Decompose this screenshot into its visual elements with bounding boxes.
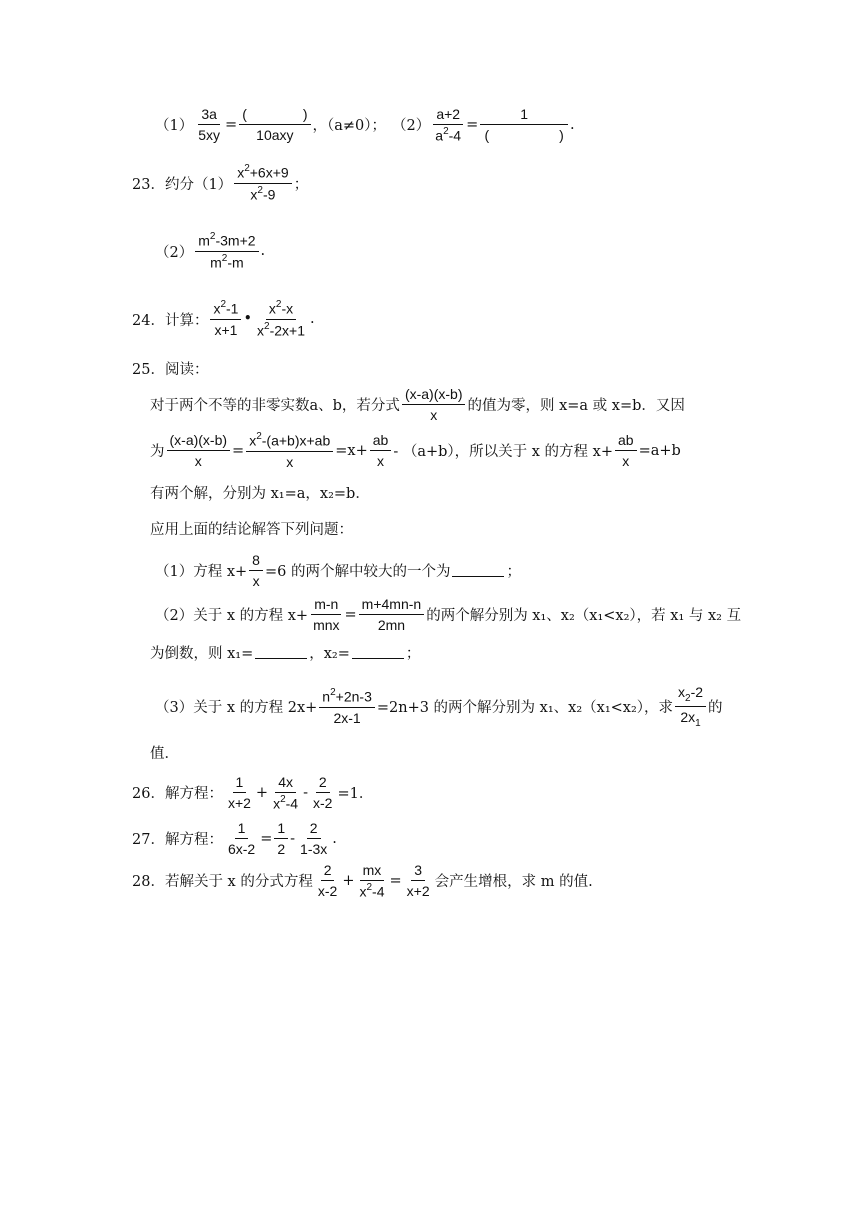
q28-fraction-2: $\frac{mx}{x^2-4}$ (359, 862, 385, 900)
q27-line: 27．解方程： $\frac{1}{6x-2}$ = $\frac{1}{2}$ - $\frac{2}{1-3x}$ . (132, 820, 337, 858)
q25-fraction: $\frac{x^2-(a+b)x+ab}{x}$ (246, 432, 333, 470)
q26-fraction-3: $\frac{2}{x-2}$ (313, 774, 333, 812)
q22-fraction-3: $\frac{a+2}{a^2-4}$ (435, 106, 462, 144)
q25-fraction: $\frac{ab}{x}$ (370, 432, 392, 469)
q23-fraction-2: $\frac{m^2-3m+2}{m^2-m}$ (195, 232, 258, 271)
answer-blank[interactable]: ( ) (239, 106, 310, 125)
q26-fraction-1: $\frac{1}{x+2}$ (227, 774, 251, 812)
q25-title: 25．阅读： (132, 362, 209, 378)
q28-label: 28．若解关于 x 的分式方程 (132, 874, 313, 891)
q23-line-1: 23．约分（1） $\frac{x^2+6x+9}{x^2-9}$ ； (132, 163, 309, 203)
q25-line-3: 有两个解，分别为 x₁=a，x₂=b． (150, 486, 370, 502)
q26-fraction-2: $\frac{4x}{x^2-4}$ (273, 774, 299, 812)
q25-fraction: $\frac{ab}{x}$ (615, 432, 637, 469)
q24-line: 24．计算： $\frac{x^2-1}{x+1}$ • $\frac{x^2-x}{x^2-2x+1}$ . (132, 299, 315, 339)
q23-part2-label: （2） (155, 244, 194, 261)
q22-fraction-2: $\frac{( )}{\text{10axy}}$ (239, 106, 310, 143)
q28-line: 28．若解关于 x 的分式方程 $\frac{2}{x-2}$ + $\frac{mx}{x^2-4}$ = $\frac{3}{x+2}$ 会产生增根，求 m 的值. (132, 862, 593, 900)
q25-fraction: $\frac{8}{x}$ (249, 552, 263, 589)
q24-label: 24．计算： (132, 312, 209, 329)
q27-label: 27．解方程： (132, 832, 223, 849)
q25-line-2: 为 $\frac{(x-a)(x-b)}{x}$ = $\frac{x^2-(a+b)x+ab}{x}$ =x+ $\frac{ab}{x}$ - （a+b），所以关于 x 的方程 x+ $\frac{ab}{x}$ =a+b (150, 431, 681, 470)
answer-blank[interactable]: ( ) (484, 127, 564, 144)
q25-fraction: $\frac{x_2-2}{2x_1}$ (675, 684, 706, 730)
answer-blank[interactable] (255, 646, 307, 659)
answer-blank[interactable] (352, 646, 404, 659)
q25-line-4: 应用上面的结论解答下列问题： (150, 522, 353, 538)
q25-fraction: $\frac{m-n}{\text{mnx}}$ (313, 596, 340, 634)
answer-blank[interactable] (452, 564, 504, 577)
q28-fraction-1: $\frac{2}{x-2}$ (317, 862, 338, 900)
q22-fraction-1: $\frac{3a}{5xy}$ (198, 106, 221, 144)
q25-line-1: 对于两个不等的非零实数 a、b，若分式 $\frac{(x-a)(x-b)}{x}$ 的值为零，则 x=a 或 x=b．又因 (150, 386, 685, 424)
q24-fraction-2: $\frac{x^2-x}{x^2-2x+1}$ (257, 299, 306, 339)
q25-fraction: $\frac{(x-a)(x-b)}{x}$ (402, 386, 466, 423)
q24-fraction-1: $\frac{x^2-1}{x+1}$ (210, 300, 241, 338)
q26-line: 26．解方程： $\frac{1}{x+2}$ + $\frac{4x}{x^2-4}$ - $\frac{2}{x-2}$ =1． (132, 774, 374, 812)
q22-part1-label: （1） (155, 118, 194, 135)
q25-sub2-cont: 为倒数，则 x₁= ，x₂= ； (150, 646, 421, 662)
q25-sub3: （3）关于 x 的方程 2x+ $\frac{n^2+2n-3}{2x-1}$ =2n+3 的两个解分别为 x₁、x₂（x₁<x₂），求 $\frac{x_2-2}{2x_1}$ 的 (155, 684, 723, 730)
q23-fraction-1: $\frac{x^2+6x+9}{x^2-9}$ (234, 164, 292, 203)
q25-fraction: $\frac{n^2+2n-3}{2x-1}$ (319, 688, 375, 726)
q22-condition: ，（a≠0）； (312, 118, 387, 135)
q28-fraction-3: $\frac{3}{x+2}$ (406, 862, 430, 900)
q23-line-2: （2） $\frac{m^2-3m+2}{m^2-m}$ . (155, 231, 266, 271)
q25-fraction: $\frac{(x-a)(x-b)}{x}$ (167, 432, 231, 469)
q27-fraction-1: $\frac{1}{6x-2}$ (227, 820, 256, 858)
q26-label: 26．解方程： (132, 786, 223, 803)
q25-sub3-cont: 值． (150, 746, 179, 762)
q22-part2-label: （2） (392, 118, 431, 135)
q27-fraction-3: $\frac{2}{1-3x}$ (300, 820, 328, 858)
q23-label: 23．约分（1） (132, 176, 233, 193)
q22-line: （1） $\frac{3a}{5xy}$ = $\frac{( )}{\text{10axy}}$ ，（a≠0）； （2） $\frac{a+2}{a^2-4}$ = $\frac{1}{( )}$ . (155, 106, 575, 144)
q27-fraction-2: $\frac{1}{2}$ (274, 820, 288, 857)
q22-fraction-4: $\frac{1}{( )}$ (480, 106, 568, 143)
q25-sub1: （1）方程 x+ $\frac{8}{x}$ =6 的两个解中较大的一个为 ； (155, 552, 521, 590)
q25-sub2: （2）关于 x 的方程 x+ $\frac{m-n}{\text{mnx}}$ = $\frac{m+4mn-n}{2mn}$ 的两个解分别为 x₁、x₂（x₁<x₂），若 x₁ 与 x₂ 互 (155, 596, 742, 634)
q25-fraction: $\frac{m+4mn-n}{2mn}$ (359, 596, 425, 633)
